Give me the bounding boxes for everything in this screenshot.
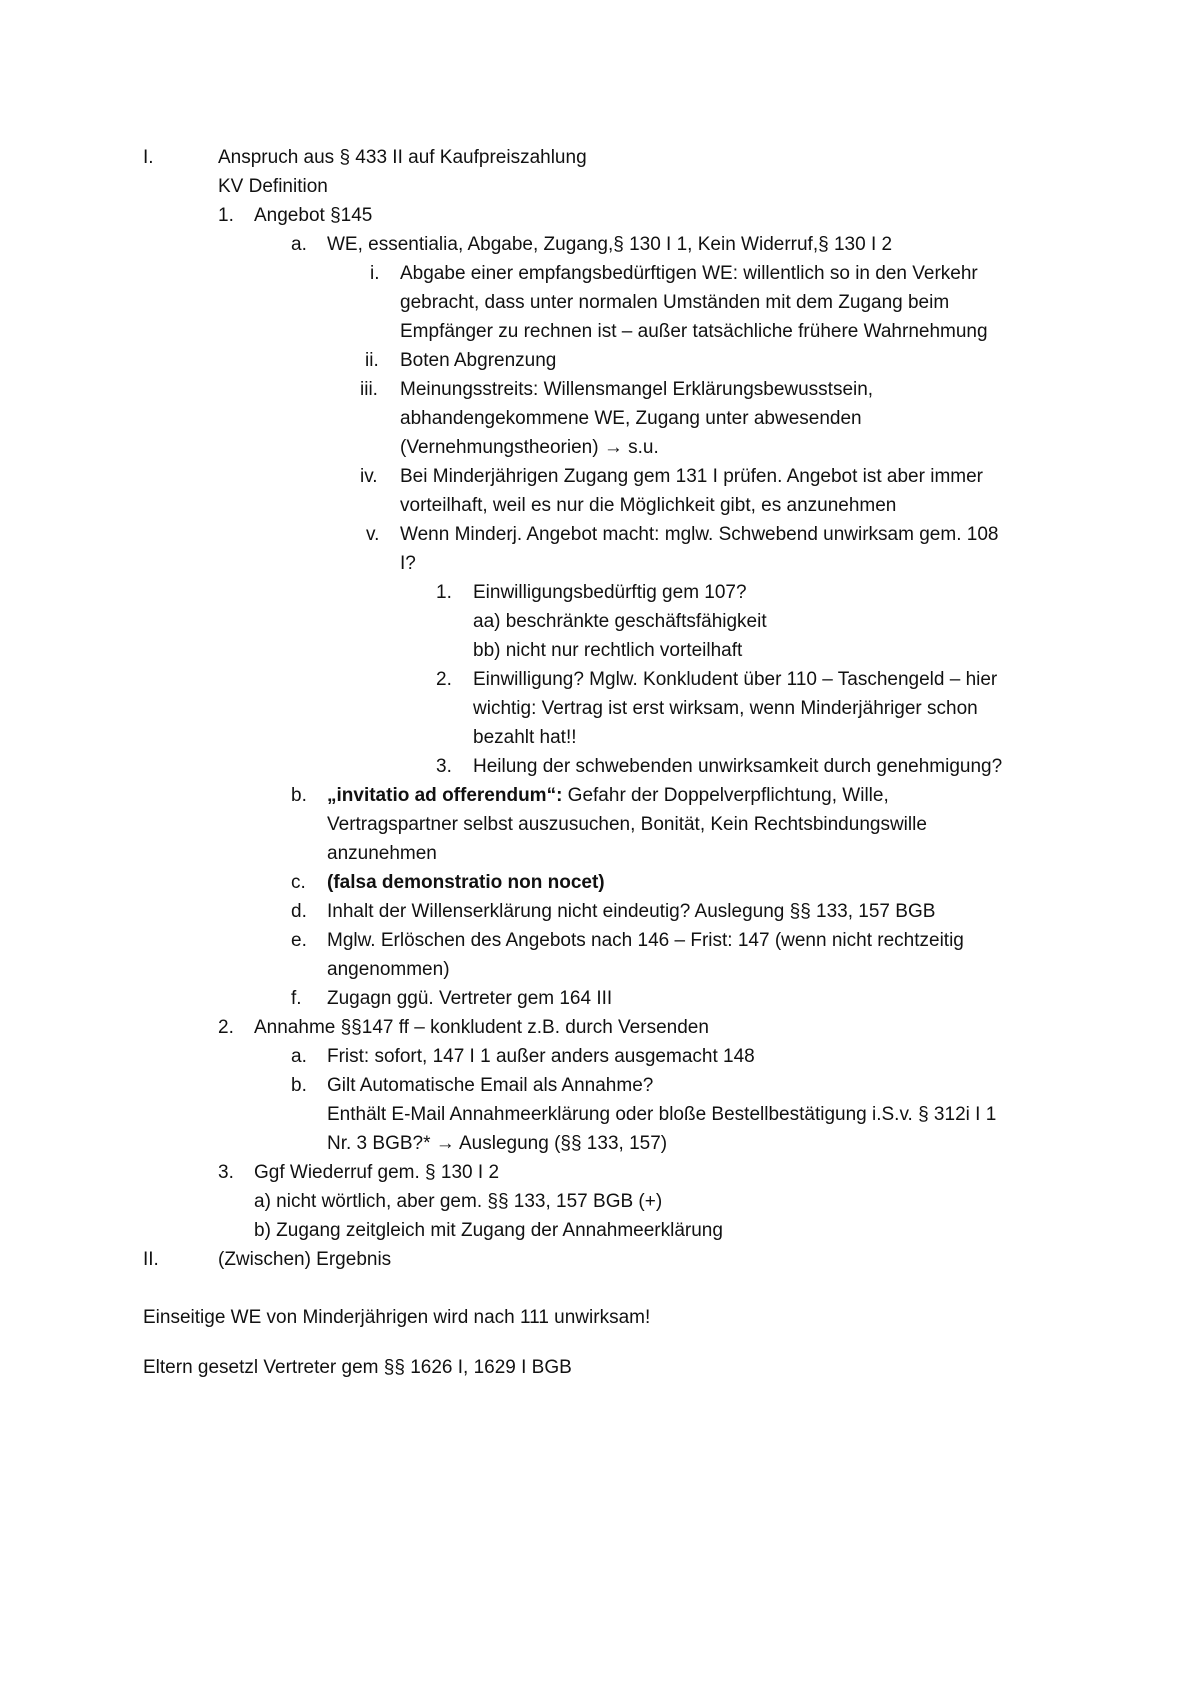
nested-marker: 1. [436,582,452,603]
nested-line: Einwilligung? Mglw. Konkludent über 110 – Taschengeld – hier [473,669,998,690]
subitem-line: Gefahr der Doppelverpflichtung, Wille, [562,785,889,806]
subitem-line: (Vernehmungstheorien) → s.u. [400,437,659,458]
subitem-line: I? [400,553,416,574]
item-label: Annahme §§147 ff – konkludent z.B. durch Versenden [254,1017,709,1038]
subitem-text: (falsa demonstratio non nocet) [327,872,605,893]
section-title: (Zwischen) Ergebnis [218,1249,392,1270]
roman-subitem-marker: iv. [360,466,378,487]
subitem-line: Mglw. Erlöschen des Angebots nach 146 – Frist: 147 (wenn nicht rechtzeitig [327,930,964,951]
nested-line: bb) nicht nur rechtlich vorteilhaft [473,640,743,661]
subitem-text: Zugagn ggü. Vertreter gem 164 III [327,988,613,1009]
subitem-line: vorteilhaft, weil es nur die Möglichkeit gibt, es anzunehmen [400,495,897,516]
note-paragraph: Einseitige WE von Minderjährigen wird nach 111 unwirksam! [143,1307,651,1328]
subitem-marker: a. [291,234,307,255]
subitem-marker: d. [291,901,307,922]
roman-subitem-marker: v. [366,524,380,545]
subitem-line: Nr. 3 BGB?* → Auslegung (§§ 133, 157) [327,1133,668,1154]
subitem-marker: f. [291,988,302,1009]
subitem-line: anzunehmen [327,843,437,864]
section-subtitle: KV Definition [218,176,328,197]
subitem-line: Wenn Minderj. Angebot macht: mglw. Schwebend unwirksam gem. 108 [400,524,999,545]
item-line: b) Zugang zeitgleich mit Zugang der Annahmeerklärung [254,1220,723,1241]
subitem-text: Frist: sofort, 147 I 1 außer anders ausgemacht 148 [327,1046,755,1067]
subitem-line: Meinungsstreits: Willensmangel Erklärungsbewusstsein, [400,379,874,400]
subitem-text: Inhalt der Willenserklärung nicht eindeutig? Auslegung §§ 133, 157 BGB [327,901,936,922]
subitem-line: Empfänger zu rechnen ist – außer tatsächliche frühere Wahrnehmung [400,321,988,342]
subitem-text: WE, essentialia, Abgabe, Zugang,§ 130 I 1, Kein Widerruf,§ 130 I 2 [327,234,893,255]
subitem-line: Enthält E-Mail Annahmeerklärung oder bloße Bestellbestätigung i.S.v. § 312i I 1 [327,1104,997,1125]
item-marker: 1. [218,205,234,226]
subitem-line: gebracht, dass unter normalen Umständen mit dem Zugang beim [400,292,950,313]
subitem-line: Vertragspartner selbst auszusuchen, Bonität, Kein Rechtsbindungswille [327,814,927,835]
subitem-line: abhandengekommene WE, Zugang unter abwesenden [400,408,862,429]
subitem-line: Gilt Automatische Email als Annahme? [327,1075,654,1096]
subitem-line: Abgabe einer empfangsbedürftigen WE: willentlich so in den Verkehr [400,263,978,284]
roman-subitem-marker: ii. [365,350,379,371]
roman-marker-1: I. [143,147,154,168]
item-line: a) nicht wörtlich, aber gem. §§ 133, 157 BGB (+) [254,1191,663,1212]
item-marker: 3. [218,1162,234,1183]
nested-marker: 2. [436,669,452,690]
section-title: Anspruch aus § 433 II auf Kaufpreiszahlung [218,147,587,168]
note-paragraph: Eltern gesetzl Vertreter gem §§ 1626 I, 1629 I BGB [143,1357,572,1378]
subitem-marker: b. [291,1075,307,1096]
subitem-text [327,784,889,808]
subitem-line: Boten Abgrenzung [400,350,557,371]
subitem-marker: b. [291,785,307,806]
nested-marker: 3. [436,756,452,777]
item-marker: 2. [218,1017,234,1038]
subitem-marker: e. [291,930,307,951]
roman-subitem-marker: i. [370,263,380,284]
subitem-marker: c. [291,872,306,893]
item-label: Angebot §145 [254,205,373,226]
roman-subitem-marker: iii. [360,379,378,400]
nested-line: bezahlt hat!! [473,727,577,748]
subitem-line: angenommen) [327,959,450,980]
subitem-line: Bei Minderjährigen Zugang gem 131 I prüfen. Angebot ist aber immer [400,466,983,487]
subitem-marker: a. [291,1046,307,1067]
nested-line: Heilung der schwebenden unwirksamkeit durch genehmigung? [473,756,1003,777]
bold-term: „invitatio ad offerendum“: [327,785,563,806]
nested-line: aa) beschränkte geschäftsfähigkeit [473,611,767,632]
nested-line: Einwilligungsbedürftig gem 107? [473,582,747,603]
nested-line: wichtig: Vertrag ist erst wirksam, wenn Minderjähriger schon [473,698,978,719]
roman-marker-2: II. [143,1249,159,1270]
item-line: Ggf Wiederruf gem. § 130 I 2 [254,1162,500,1183]
